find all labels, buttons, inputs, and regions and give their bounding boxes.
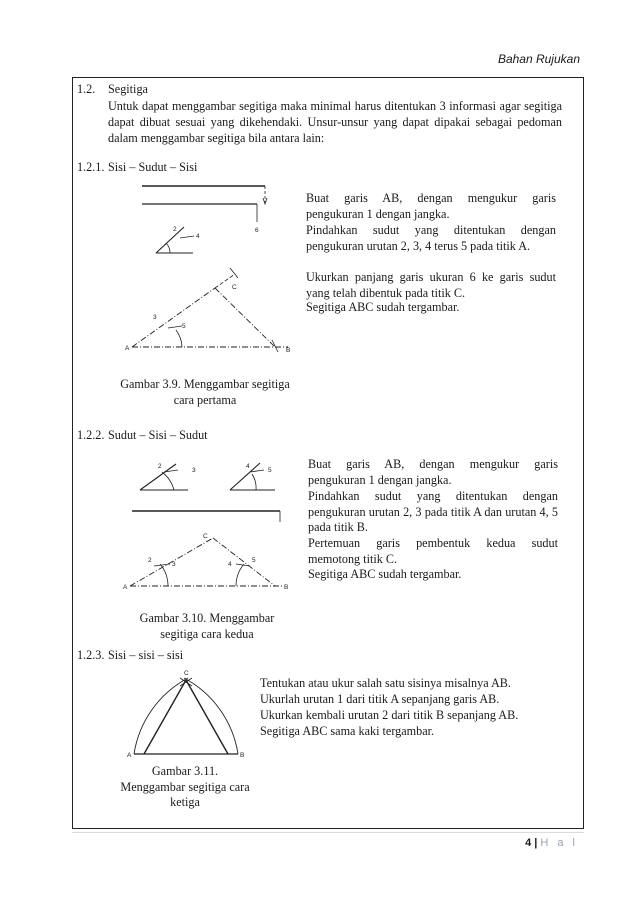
step-4-text: Segitiga ABC sudah tergambar.: [306, 300, 460, 314]
step-4-text: Segitiga ABC sudah tergambar.: [308, 567, 462, 581]
figure-3-9-diagram: [120, 180, 300, 360]
label-4: 4: [228, 561, 232, 568]
page-label: H a l: [540, 837, 578, 849]
label-5: 5: [182, 323, 186, 330]
label-b: B: [286, 347, 291, 354]
label-a: A: [127, 752, 132, 759]
step-1-text: Buat garis AB, dengan mengukur garis pengukuran 1 dengan jangka.: [308, 457, 558, 487]
step-1-text: Tentukan atau ukur salah satu sisinya misalnya AB.: [260, 676, 511, 690]
step-2-text: Ukurlah urutan 1 dari titik A sepanjang garis AB.: [260, 692, 500, 706]
section-intro: Untuk dapat menggambar segitiga maka minimal harus ditentukan 3 informasi agar segitiga dapat dibuat sesuai yang dikehendaki. Unsur-unsur yang dapat dipakai sebagai pedoman dalam menggambar segitiga bila antara lain:: [108, 99, 562, 145]
subsection-number: 1.2.2.: [77, 428, 105, 442]
label-a: A: [123, 584, 128, 591]
figure-caption: Gambar 3.9. Menggambar segitiga cara pertama: [120, 377, 290, 407]
figure-caption: Gambar 3.10. Menggambar segitiga cara kedua: [139, 611, 275, 641]
subsection-title: Sisi – sisi – sisi: [108, 648, 184, 662]
label-a: A: [125, 345, 130, 352]
label-b: B: [240, 752, 245, 759]
subsection-title: Sudut – Sisi – Sudut: [108, 428, 208, 442]
step-1-text: Buat garis AB, dengan mengukur garis pengukuran 1 dengan jangka.: [306, 191, 556, 221]
label-c: C: [184, 670, 189, 677]
label-2: 2: [148, 557, 152, 564]
label-3: 3: [153, 314, 157, 321]
figure-3-10-diagram: [118, 450, 298, 600]
label-c: C: [203, 533, 208, 540]
label-2: 2: [158, 463, 162, 470]
figure-caption: Gambar 3.11. Menggambar segitiga cara ketiga: [120, 764, 250, 810]
label-b: B: [284, 584, 289, 591]
label-5: 5: [252, 557, 256, 564]
step-3-text: Pertemuan garis pembentuk kedua sudut memotong titik C.: [308, 536, 558, 566]
step-2-text: Pindahkan sudut yang ditentukan dengan pengukuran urutan 2, 3 pada titik A dan urutan 4, 5 pada titik B.: [308, 489, 558, 535]
label-3: 3: [192, 467, 196, 474]
footer-separator: |: [534, 837, 538, 849]
document-header: Bahan Rujukan: [497, 52, 580, 66]
label-6: 6: [255, 227, 259, 234]
label-4: 4: [246, 463, 250, 470]
subsection-number: 1.2.3.: [77, 648, 105, 662]
page-footer: [525, 837, 578, 849]
step-3-text: Ukurkan panjang garis ukuran 6 ke garis sudut yang telah dibentuk pada titik C.: [306, 270, 556, 300]
page-number: 4: [525, 837, 532, 849]
label-3: 3: [172, 561, 176, 568]
label-4: 4: [196, 233, 200, 240]
label-2: 2: [173, 226, 177, 233]
subsection-number: 1.2.1.: [77, 160, 105, 174]
section-title: Segitiga: [108, 82, 148, 96]
label-c: C: [232, 284, 237, 291]
step-4-text: Segitiga ABC sama kaki tergambar.: [260, 724, 435, 738]
step-2-text: Pindahkan sudut yang ditentukan dengan pengukuran urutan 2, 3, 4 terus 5 pada titik A.: [306, 223, 556, 253]
section-number: 1.2.: [77, 82, 96, 96]
label-5: 5: [268, 467, 272, 474]
step-3-text: Ukurkan kembali urutan 2 dari titik B sepanjang AB.: [260, 708, 519, 722]
footer-divider: [72, 832, 584, 833]
figure-3-11-diagram: [126, 672, 246, 762]
subsection-title: Sisi – Sudut – Sisi: [108, 160, 198, 174]
